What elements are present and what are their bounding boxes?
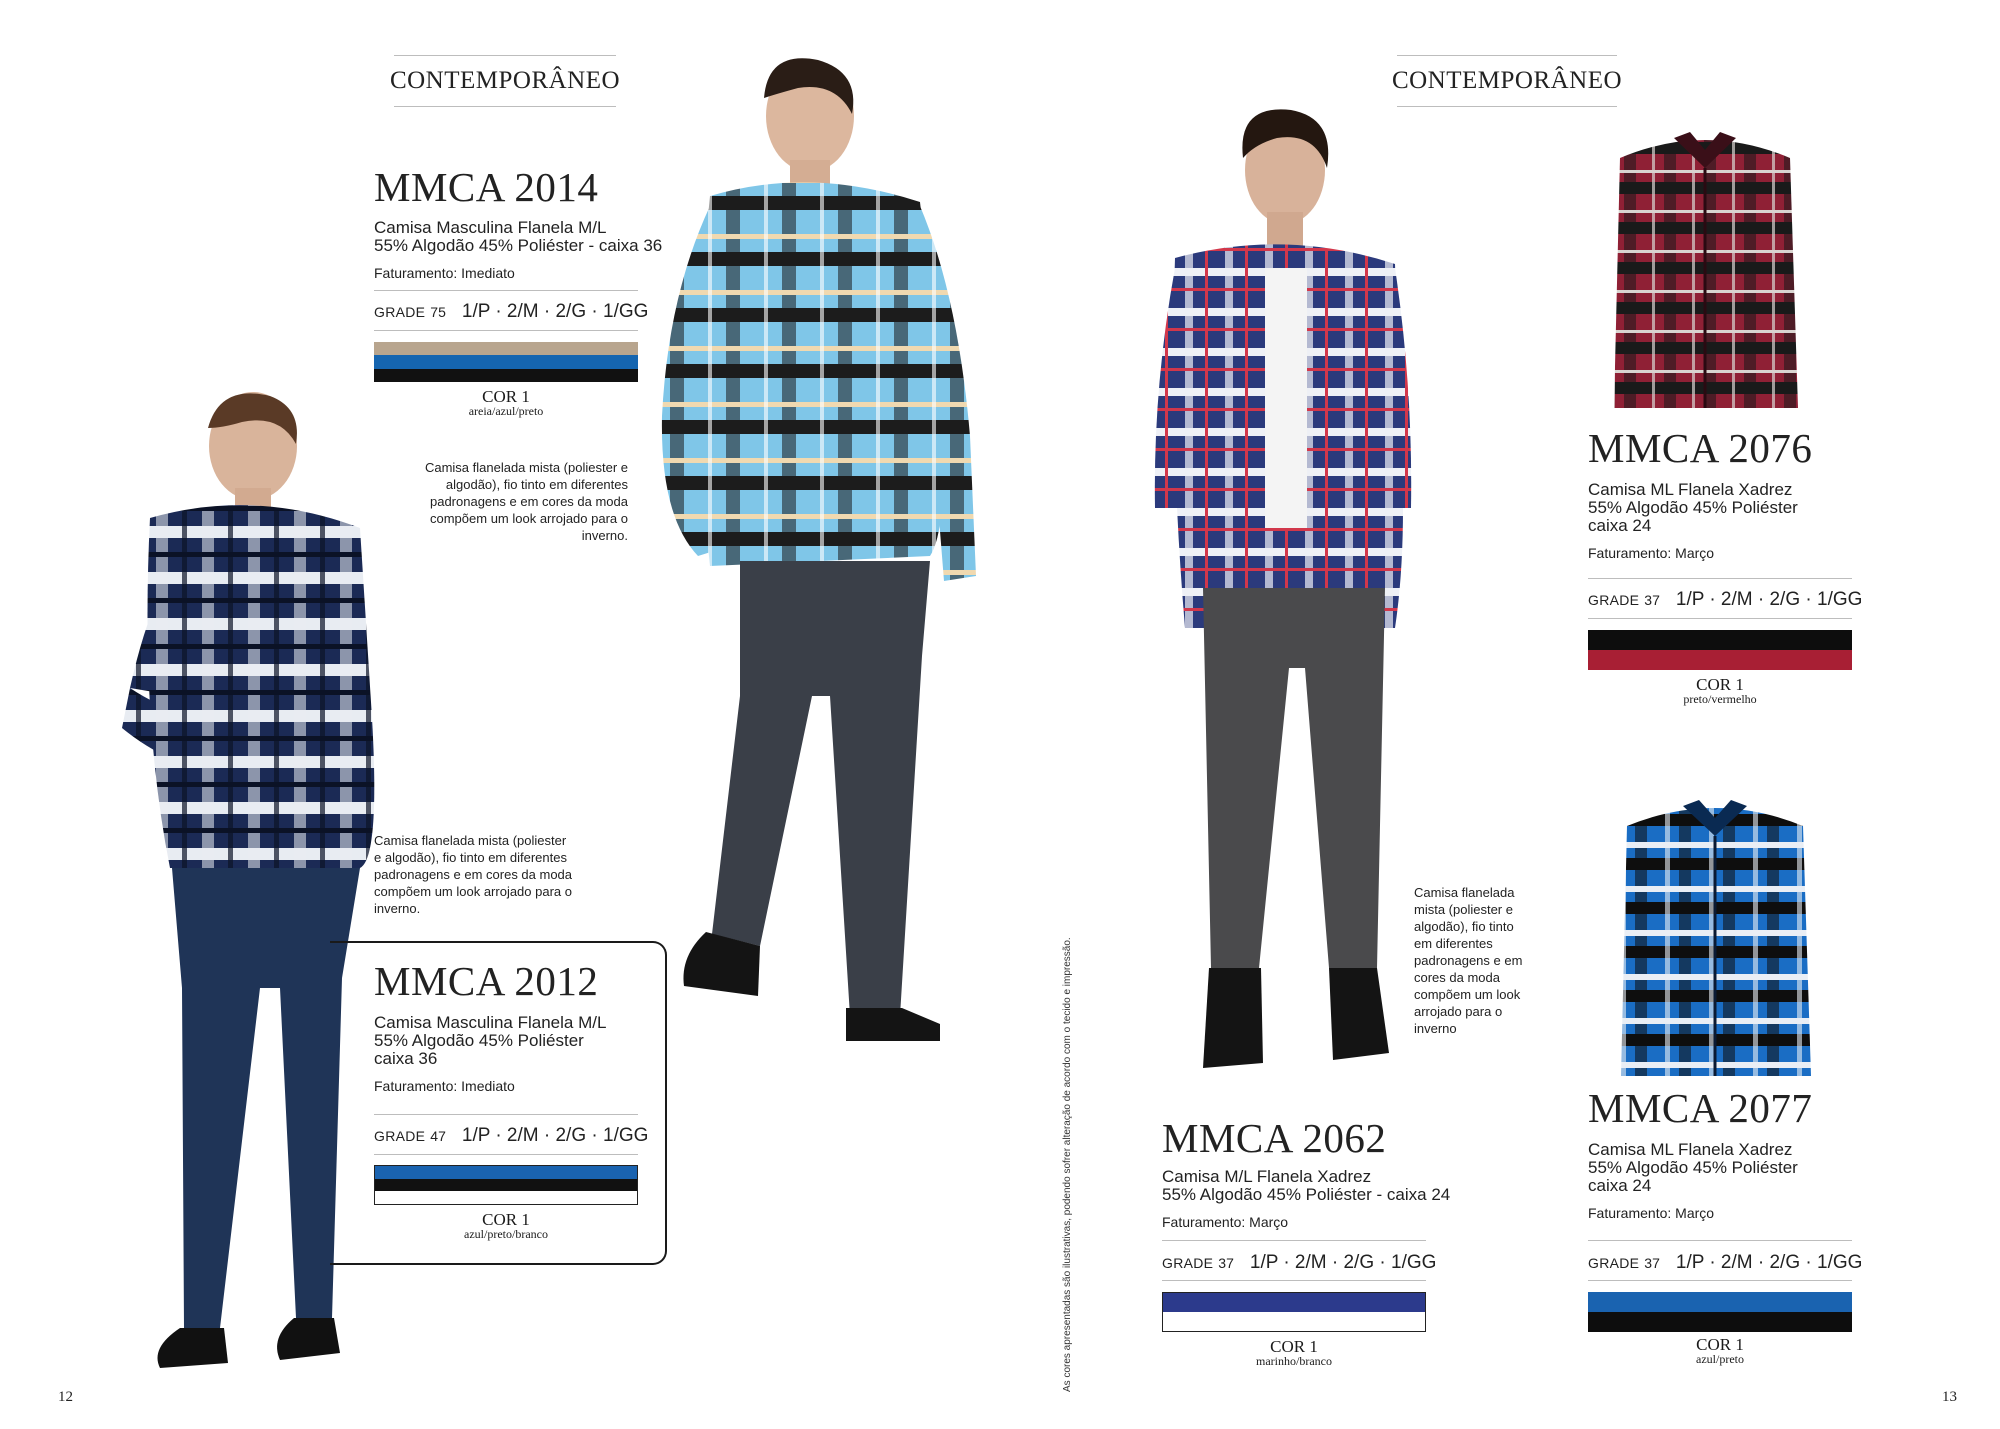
product-desc-2012 [374, 1014, 606, 1068]
product-code-2014: MMCA 2014 [374, 164, 599, 210]
desc-line: 55% Algodão 45% Poliéster [374, 1031, 584, 1050]
product-code-2062: MMCA 2062 [1162, 1115, 1387, 1161]
color-name: areia/azul/preto [468, 404, 544, 418]
desc-line: 55% Algodão 45% Poliéster - caixa 36 [374, 236, 663, 255]
cor-label: COR 1 [1696, 1335, 1744, 1354]
color-swatch-2076 [1588, 630, 1852, 670]
grade-label: GRADE [374, 304, 426, 320]
billing-2062: Faturamento: Março [1162, 1214, 1289, 1230]
desc-line: Camisa Masculina Flanela M/L [374, 1013, 607, 1032]
desc-line: Camisa ML Flanela Xadrez [1588, 480, 1793, 499]
grade-label: GRADE [1588, 1255, 1640, 1271]
grade-row-2062 [1162, 1252, 1436, 1274]
color-band [375, 1191, 637, 1204]
product-blurb-2014: Camisa flanelada mista (poliester e algodão), fio tinto em diferentes padronagens e em cores da moda compõem um look arrojado para o inverno. [424, 460, 628, 543]
billing-2077: Faturamento: Março [1588, 1205, 1715, 1221]
divider [1588, 1240, 1852, 1241]
grade-row-2012 [374, 1125, 648, 1147]
color-band [375, 1179, 637, 1192]
divider [374, 1154, 638, 1155]
grade-number: 75 [430, 304, 446, 320]
desc-line: Camisa ML Flanela Xadrez [1588, 1140, 1793, 1159]
color-band [1588, 1312, 1852, 1332]
color-band [1588, 630, 1852, 650]
model-photo-2014 [640, 56, 980, 1046]
color-label-2014 [374, 388, 638, 417]
cor-label: COR 1 [1270, 1337, 1318, 1356]
grade-number: 47 [430, 1128, 446, 1144]
divider [1162, 1280, 1426, 1281]
color-name: azul/preto [1696, 1352, 1744, 1366]
color-band [374, 369, 638, 382]
color-swatch-2014 [374, 342, 638, 382]
divider [1162, 1240, 1426, 1241]
model-photo-2062 [1145, 108, 1415, 1078]
color-swatch-2077 [1588, 1292, 1852, 1332]
color-band [1588, 1292, 1852, 1312]
desc-line: Camisa M/L Flanela Xadrez [1162, 1167, 1372, 1186]
size-breakdown: 1/P · 2/M · 2/G · 1/GG [1675, 589, 1863, 610]
section-tag-text: CONTEMPORÂNEO [389, 67, 621, 94]
desc-line: caixa 24 [1588, 516, 1652, 535]
page-number-right: 13 [1942, 1389, 1957, 1405]
product-code-2012: MMCA 2012 [374, 958, 599, 1004]
page-number-left: 12 [58, 1389, 73, 1405]
cor-label: COR 1 [482, 1210, 530, 1229]
color-label-2062 [1162, 1338, 1426, 1367]
color-band [374, 355, 638, 368]
product-desc-2014 [374, 219, 662, 255]
color-name: preto/vermelho [1683, 692, 1757, 706]
desc-line: 55% Algodão 45% Poliéster [1588, 498, 1798, 517]
grade-number: 37 [1644, 1255, 1660, 1271]
section-tag-text: CONTEMPORÂNEO [1391, 67, 1623, 94]
color-name: azul/preto/branco [464, 1227, 548, 1241]
desc-line: caixa 24 [1588, 1176, 1652, 1195]
color-label-2012 [374, 1211, 638, 1240]
grade-row-2077 [1588, 1252, 1862, 1274]
product-blurb-2062: Camisa flanelada mista (poliester e algodão), fio tinto em diferentes padronagens e em cores da moda compõem um look arrojado para o inverno [1414, 885, 1523, 1036]
desc-line: 55% Algodão 45% Poliéster [1588, 1158, 1798, 1177]
size-breakdown: 1/P · 2/M · 2/G · 1/GG [1675, 1252, 1863, 1273]
desc-line: Camisa Masculina Flanela M/L [374, 218, 607, 237]
grade-row-2014 [374, 301, 648, 323]
billing-2076: Faturamento: Março [1588, 545, 1715, 561]
color-band [374, 342, 638, 355]
grade-label: GRADE [1162, 1255, 1214, 1271]
color-swatch-2062 [1162, 1292, 1426, 1332]
color-label-2077 [1588, 1336, 1852, 1365]
product-code-2077: MMCA 2077 [1588, 1085, 1813, 1131]
divider [1588, 1280, 1852, 1281]
divider [1588, 618, 1852, 619]
grade-number: 37 [1644, 592, 1660, 608]
product-photo-2076 [1610, 128, 1800, 418]
cor-label: COR 1 [1696, 675, 1744, 694]
billing-2014: Faturamento: Imediato [374, 265, 515, 281]
product-desc-2062 [1162, 1168, 1450, 1204]
grade-number: 37 [1218, 1255, 1234, 1271]
product-desc-2077 [1588, 1141, 1798, 1195]
color-disclaimer: As cores apresentadas são ilustrativas, podendo sofrer alteração de acordo com o tecido e impressão. [1062, 937, 1073, 1392]
desc-line: 55% Algodão 45% Poliéster - caixa 24 [1162, 1185, 1451, 1204]
color-band [1163, 1293, 1425, 1312]
billing-2012: Faturamento: Imediato [374, 1078, 515, 1094]
divider [374, 1114, 638, 1115]
size-breakdown: 1/P · 2/M · 2/G · 1/GG [461, 301, 649, 322]
cor-label: COR 1 [482, 387, 530, 406]
grade-row-2076 [1588, 589, 1862, 611]
divider [374, 290, 638, 291]
divider [1588, 578, 1852, 579]
color-swatch-2012 [374, 1165, 638, 1205]
product-desc-2076 [1588, 481, 1798, 535]
color-band [1163, 1312, 1425, 1331]
color-label-2076 [1588, 676, 1852, 705]
grade-label: GRADE [1588, 592, 1640, 608]
product-photo-2077 [1617, 796, 1813, 1086]
section-tag-right [1391, 55, 1623, 107]
product-blurb-2012: Camisa flanelada mista (poliester e algodão), fio tinto em diferentes padronagens e em cores da moda compõem um look arrojado para o inverno. [374, 833, 573, 916]
color-name: marinho/branco [1256, 1354, 1332, 1368]
section-tag-left [389, 55, 621, 107]
product-code-2076: MMCA 2076 [1588, 425, 1813, 471]
divider [374, 330, 638, 331]
grade-label: GRADE [374, 1128, 426, 1144]
size-breakdown: 1/P · 2/M · 2/G · 1/GG [1249, 1252, 1437, 1273]
color-band [375, 1166, 637, 1179]
size-breakdown: 1/P · 2/M · 2/G · 1/GG [461, 1125, 649, 1146]
color-band [1588, 650, 1852, 670]
desc-line: caixa 36 [374, 1049, 438, 1068]
